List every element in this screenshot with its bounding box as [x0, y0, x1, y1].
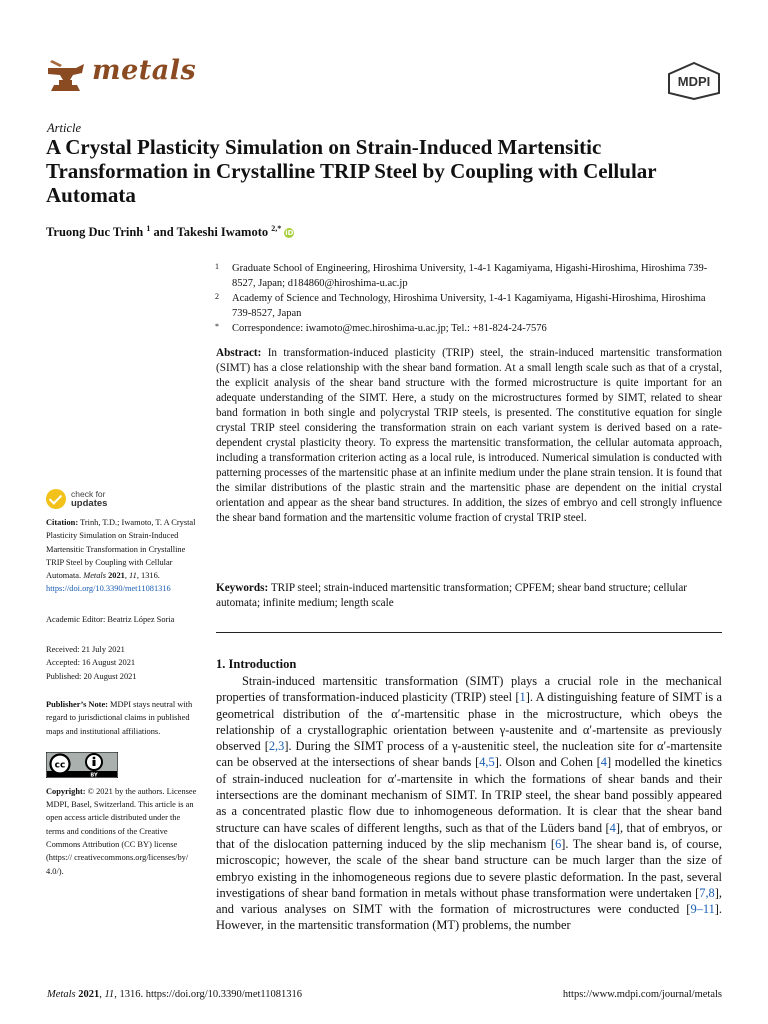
author-list: [46, 224, 294, 240]
author-sup: 2,*: [271, 224, 282, 233]
reference-link[interactable]: 4: [609, 820, 616, 835]
copyright-block: [46, 785, 198, 878]
publisher-note: [46, 698, 198, 738]
publisher-note-label: Publisher’s Note:: [46, 699, 108, 709]
keywords: [216, 581, 722, 611]
reference-link[interactable]: 4,5: [479, 755, 495, 770]
affiliation-mark: 1: [215, 262, 219, 271]
orcid-icon[interactable]: iD: [285, 229, 294, 238]
published-date: Published: 20 August 2021: [46, 671, 137, 681]
affiliation-text: Graduate School of Engineering, Hiroshima University, 1-4-1 Kagamiyama, Higashi-Hiroshima, Hiroshima 739-8527, Japan; d184860@hiroshima-u.ac.jp: [232, 263, 708, 289]
abstract: [216, 346, 722, 526]
mdpi-logo-icon[interactable]: [666, 62, 722, 100]
publisher-note-text: MDPI stays neutral with regard to jurisdictional claims in published maps and institutional affiliations.: [46, 699, 193, 736]
reference-link[interactable]: 2,3: [268, 739, 285, 754]
footer-doi[interactable]: 1316. https://doi.org/10.3390/met11081316: [119, 989, 303, 1000]
dates-block: [46, 643, 198, 683]
keywords-text: TRIP steel; strain-induced martensitic transformation; CPFEM; shear band structure; cellular automata; infinite medium; length scale: [216, 582, 688, 609]
affiliation-item: [215, 292, 725, 321]
affiliation-mark: 2: [215, 292, 219, 301]
affiliation-item: [215, 322, 725, 337]
affiliation-item: [215, 262, 725, 291]
citation-text: Trinh, T.D.; Iwamoto, T. A Crystal Plasticity Simulation on Strain-Induced Martensitic Transformation in Crystalline TRIP Steel by Coupling with Cellular Automata.: [46, 518, 196, 581]
intro-paragraph: Strain-induced martensitic transformation (SIMT) plays a crucial role in the mechanical properties of transformation-induced plasticity (TRIP) steel [1]. A distinguishing feature of SIMT is a geometrical distribution of the α′-martensitic phase in the microstructure, which obeys the relationship of a crystallographic orientation between γ-austenite and α′-martensite as previously observed [2,3]. During the SIMT process of a γ-austenitic steel, the nucleation site for α′-martensite can be observed at the intersections of shear bands [4,5]. Olson and Cohen [4] modelled the kinetics of strain-induced nucleation for α′-martensite in which the formations of shear bands and their intersections are the dominant mechanism of SIMT. In TRIP steel, the shear band possibly appeared as a concentrated plastic flow due to inhomogeneous deformation. It is clear that the shear band structure can have scales of different lengths, such as that of the Lüders band [4], that of embryos, or that of the dislocation patterning induced by the slip mechanism [6]. The shear band is, of course, microscopic; however, the scale of the shear band structure can be much larger than the size of embryo existing in the inhomogeneous regions due to severe plastic deformation. In the past, several investigations of shear band formation in metals without phase transformation were undertaken [7,8], and various analyses on SIMT with the formation of microstructures were conducted [9–11]. However, in the martensitic transformation (MT) problems, the number: [216, 674, 722, 933]
academic-editor: Academic Editor: Beatriz López Soria: [46, 614, 175, 624]
reference-link[interactable]: 6: [555, 836, 562, 851]
citation-pages: 1316.: [141, 571, 160, 581]
journal-name: metals: [92, 55, 197, 86]
copyright-label: Copyright:: [46, 786, 86, 796]
footer-citation: Metals 2021, 11, 1316. https://doi.org/10.3390/met11081316: [47, 989, 303, 1000]
anvil-logo-icon: [46, 56, 86, 96]
abstract-text: In transformation-induced plasticity (TRIP) steel, the strain-induced martensitic transformation (SIMT) has a close relationship with the shear band formation. At a small length scale such as that of a crystal, the explicit analysis of the shear band structure with the formed microstructure is quite important for an adequate understanding of the SIMT. Here, a study on the microstructures formed by SIMT, related to shear band formation in both single and polycrystal TRIP steels, is presented. The constitutive equation for single crystal TRIP steel considering the transformation strain on each variant system is derived based on a rate-dependent crystal plasticity theory. To express the martensitic transformation, the cellular automata approach, including a transformation criterion acting as a local rule, is introduced. Numerical simulation is conducted with patterning processes of the martensitic phase at an infinite medium under the plane strain tension. It is found that the similar distributions of the plastic strain and the martensitic phase are dependent on the initial crystal orientation and appear as the shear band structures. In addition, the sizes of embryo and cell strongly influence the shear band formation and the martensitic volume fraction of crystal TRIP steel.: [216, 347, 722, 524]
author-sup: 1: [146, 224, 151, 233]
citation-label: Citation:: [46, 518, 79, 527]
check-updates-text: [71, 490, 107, 508]
section-divider: [216, 632, 722, 633]
article-title: A Crystal Plasticity Simulation on Strain-Induced Martensitic Transformation in Crystalline TRIP Steel by Coupling with Cellular Automata: [46, 135, 657, 207]
accepted-date: Accepted: 16 August 2021: [46, 658, 136, 668]
reference-link[interactable]: 9–11: [690, 902, 715, 917]
cc-label: BY: [90, 772, 98, 778]
affiliations: [215, 262, 725, 338]
check-updates-line1: check for: [71, 489, 106, 499]
sidebar: [46, 486, 198, 878]
check-updates-line2: updates: [71, 498, 108, 509]
citation-doi-link[interactable]: https://doi.org/10.3390/met11081316: [46, 584, 171, 594]
received-date: Received: 21 July 2021: [46, 645, 125, 655]
footer-journal: Metals: [47, 989, 76, 1000]
svg-text:cc: cc: [54, 760, 66, 771]
checkmark-icon: [46, 489, 66, 509]
section-heading: 1. Introduction: [216, 657, 297, 671]
article-type: Article: [47, 121, 82, 135]
author-name[interactable]: Truong Duc Trinh: [46, 225, 144, 240]
author-name[interactable]: Takeshi Iwamoto: [176, 225, 269, 240]
citation-year: 2021: [108, 571, 125, 581]
check-for-updates-button[interactable]: [46, 486, 198, 512]
footer-year: 2021: [78, 989, 100, 1000]
cc-by-license-icon[interactable]: [46, 752, 118, 778]
affiliation-mark: *: [215, 322, 219, 331]
reference-link[interactable]: 7,8: [699, 885, 715, 900]
affiliation-text: Academy of Science and Technology, Hiroshima University, 1-4-1 Kagamiyama, Higashi-Hiroshima, Hiroshima 739-8527, Japan: [232, 293, 706, 319]
reference-link[interactable]: 4: [600, 755, 607, 770]
copyright-text: © 2021 by the authors. Licensee MDPI, Basel, Switzerland. This article is an open access article distributed under the terms and conditions of the Creative Commons Attribution (CC BY) license (https:// creativecommons.org/licenses/by/ 4.0/).: [46, 786, 197, 876]
footer-journal-url[interactable]: https://www.mdpi.com/journal/metals: [562, 989, 722, 1000]
keywords-label: Keywords:: [216, 582, 269, 594]
reference-link[interactable]: 1: [519, 690, 526, 705]
citation-block: Citation: Trinh, T.D.; Iwamoto, T. A Crystal Plasticity Simulation on Strain-Induced Martensitic Transformation in Crystalline TRIP Steel by Coupling with Cellular Automata. Metals 2021, 11, 1316. https://doi.org/10.3390/met11081316: [46, 518, 196, 594]
citation-volume: 11: [129, 571, 137, 581]
author-conjunction: and: [153, 225, 174, 240]
correspondence-text: Correspondence: iwamoto@mec.hiroshima-u.ac.jp; Tel.: +81-824-24-7576: [232, 323, 547, 334]
citation-journal: Metals: [83, 571, 107, 581]
abstract-label: Abstract:: [216, 347, 262, 359]
publisher-name: MDPI: [677, 74, 711, 89]
footer-volume: 11: [104, 989, 115, 1000]
